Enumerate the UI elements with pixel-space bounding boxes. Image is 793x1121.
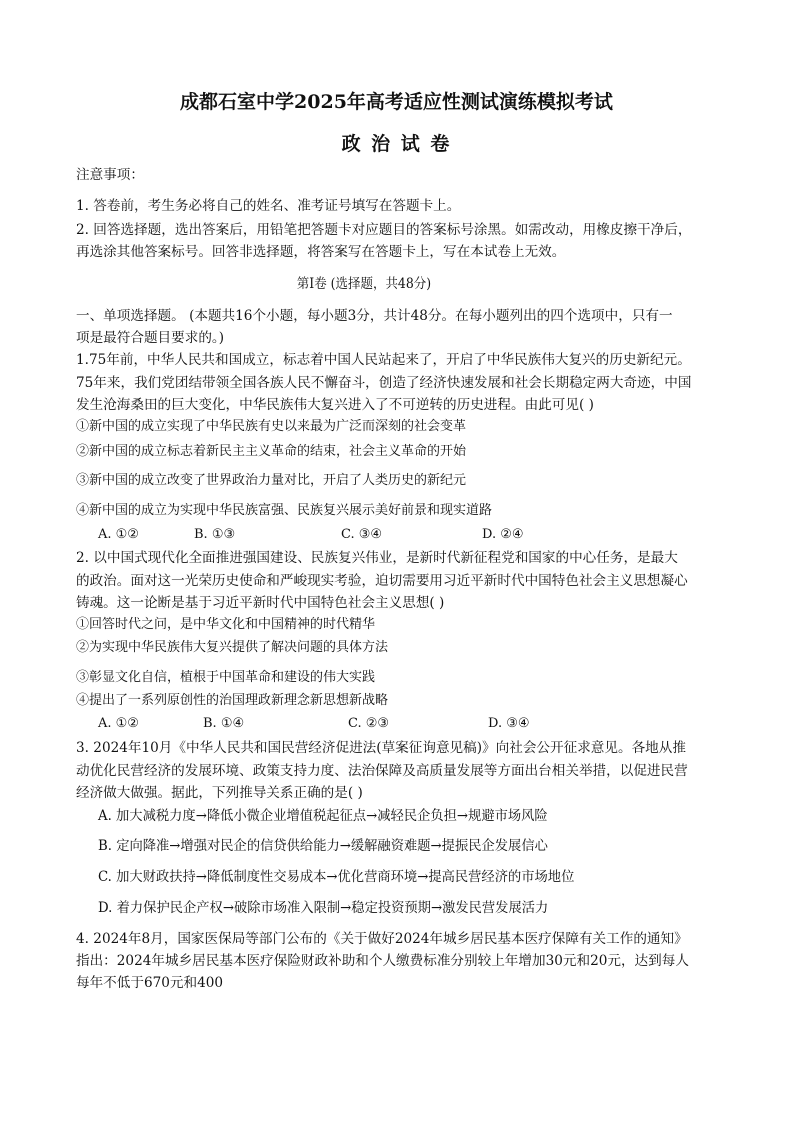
- exam-subject: 政 治 试 卷: [341, 133, 452, 155]
- q1-option-c: C. ③④: [341, 527, 383, 542]
- notes-item-1: 1. 答卷前，考生务必将自己的姓名、准考证号填写在答题卡上。: [76, 198, 461, 214]
- q2-option-c: C. ②③: [348, 716, 390, 731]
- q3-option-b: B. 定向降准→增强对民企的信贷供给能力→缓解融资难题→提振民企发展信心: [98, 838, 548, 854]
- q1-statement-1: ①新中国的成立实现了中华民族有史以来最为广泛而深刻的社会变革: [76, 419, 467, 434]
- q2-option-a: A. ①②: [98, 716, 139, 731]
- q2-stem-line-2: 的政治。面对这一光荣历史使命和严峻现实考验，迫切需要用习近平新时代中国特色社会主义思想凝心: [76, 573, 688, 589]
- q4-stem-line-2: 指出：2024年城乡居民基本医疗保险财政补助和个人缴费标准分别较上年增加30元和20元，达到每人: [76, 953, 689, 969]
- q1-option-d: D. ②④: [482, 527, 524, 542]
- q2-statement-2: ②为实现中华民族伟大复兴提供了解决问题的具体方法: [76, 640, 389, 655]
- q3-option-c: C. 加大财政扶持→降低制度性交易成本→优化营商环境→提高民营经济的市场地位: [98, 869, 575, 885]
- q2-statement-1: ①回答时代之问，是中华文化和中国精神的时代精华: [76, 617, 376, 632]
- q2-option-d: D. ③④: [488, 716, 530, 731]
- notes-item-2-line-2: 再选涂其他答案标号。回答非选择题，将答案写在答题卡上，写在本试卷上无效。: [76, 244, 566, 260]
- q1-statement-3: ③新中国的成立改变了世界政治力量对比，开启了人类历史的新纪元: [76, 473, 467, 488]
- part1-instructions-line-2: 项是最符合题目要求的。): [76, 330, 225, 346]
- q3-stem-line-2: 动优化民营经济的发展环境、政策支持力度、法治保障及高质量发展等方面出台相关举措，以促进民营: [76, 763, 688, 779]
- q1-stem-line-1: 1.75年前，中华人民共和国成立，标志着中国人民站起来了，开启了中华民族伟大复兴的历史新纪元。: [76, 352, 691, 368]
- q2-statement-3: ③彰显文化自信，植根于中国革命和建设的伟大实践: [76, 670, 376, 685]
- q2-option-b: B. ①④: [203, 716, 245, 731]
- q2-stem-line-3: 铸魂。这一论断是基于习近平新时代中国特色社会主义思想( ): [76, 595, 445, 611]
- notes-item-2-line-1: 2. 回答选择题，选出答案后，用铅笔把答题卡对应题目的答案标号涂黑。如需改动，用橡皮擦干净后，: [76, 222, 692, 238]
- q1-option-a: A. ①②: [98, 527, 139, 542]
- q3-stem-line-1: 3. 2024年10月《中华人民共和国民营经济促进法(草案征询意见稿)》向社会公开征求意见。各地从推: [76, 740, 686, 756]
- q2-statement-4: ④提出了一系列原创性的治国理政新理念新思想新战略: [76, 693, 389, 708]
- part1-instructions-line-1: 一、单项选择题。 (本题共16个小题，每小题3分，共计48分。在每小题列出的四个选项中，只有一: [76, 308, 673, 324]
- q1-stem-line-2: 75年来，我们党团结带领全国各族人民不懈奋斗，创造了经济快速发展和社会长期稳定两大奇迹，中国: [76, 375, 692, 391]
- q4-stem-line-3: 每年不低于670元和400: [76, 975, 224, 991]
- notes-heading: 注意事项：: [76, 167, 144, 183]
- exam-title: 成都石室中学2025年高考适应性测试演练模拟考试: [180, 91, 613, 113]
- q1-option-b: B. ①③: [194, 527, 236, 542]
- q1-stem-line-3: 发生沧海桑田的巨大变化，中华民族伟大复兴进入了不可逆转的历史进程。由此可见( ): [76, 397, 594, 413]
- q2-stem-line-1: 2. 以中国式现代化全面推进强国建设、民族复兴伟业，是新时代新征程党和国家的中心任务，是最大: [76, 550, 678, 566]
- q1-statement-4: ④新中国的成立为实现中华民族富强、民族复兴展示美好前景和现实道路: [76, 503, 493, 518]
- q3-option-a: A. 加大减税力度→降低小微企业增值税起征点→减轻民企负担→规避市场风险: [98, 808, 548, 824]
- q4-stem-line-1: 4. 2024年8月，国家医保局等部门公布的《关于做好2024年城乡居民基本医疗保障有关工作的通知》: [76, 931, 688, 947]
- q1-statement-2: ②新中国的成立标志着新民主主义革命的结束，社会主义革命的开始: [76, 444, 467, 459]
- q3-option-d: D. 着力保护民企产权→破除市场准入限制→稳定投资预期→激发民营发展活力: [98, 900, 549, 916]
- q3-stem-line-3: 经济做大做强。据此，下列推导关系正确的是( ): [76, 785, 363, 801]
- section-heading: 第Ⅰ卷 (选择题，共48分): [296, 276, 432, 292]
